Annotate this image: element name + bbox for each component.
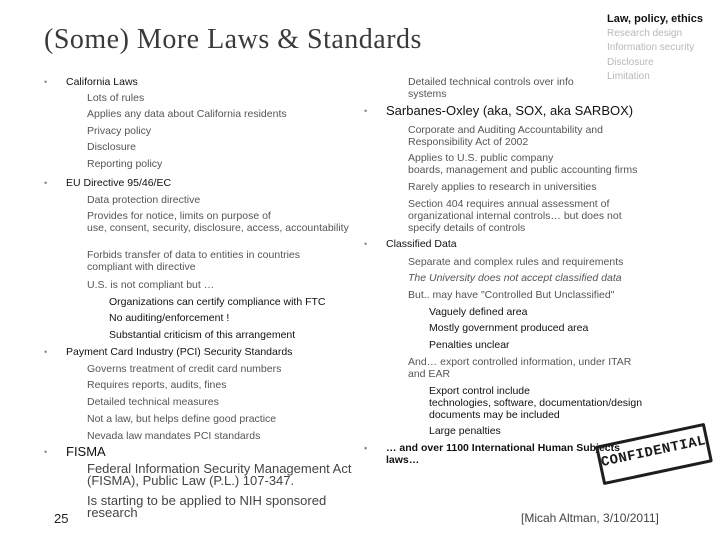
sub-item: The University does not accept classified data xyxy=(408,272,622,284)
nav-item-active[interactable]: Law, policy, ethics xyxy=(607,13,703,25)
nav-item[interactable]: Disclosure xyxy=(607,56,654,68)
sub-item xyxy=(408,152,637,176)
sub-item: And… export controlled information, under ITAR and EAR xyxy=(408,356,632,380)
sub-sub-item: Vaguely defined area xyxy=(429,306,528,318)
sub-item: Detailed technical controls over info systems xyxy=(408,76,574,100)
bullet-item: • Sarbanes-Oxley (aka, SOX, aka SARBOX) xyxy=(386,105,633,117)
sub-item: Rarely applies to research in universities xyxy=(408,181,597,193)
citation: [Micah Altman, 3/10/2011] xyxy=(521,511,659,525)
sub-item: But.. may have "Controlled But Unclassified" xyxy=(408,289,615,301)
bullet-item: • Payment Card Industry (PCI) Security Standards xyxy=(66,346,292,358)
sub-item: Forbids transfer of data to entities in countries compliant with directive xyxy=(87,249,301,273)
sub-sub-item: Substantial criticism of this arrangement xyxy=(109,329,296,341)
sub-item: Not a law, but helps define good practice xyxy=(87,413,277,425)
sub-item: Governs treatment of credit card numbers xyxy=(87,363,282,375)
sub-sub-item: Organizations can certify compliance with FTC xyxy=(109,296,326,308)
sub-sub-item: Penalties unclear xyxy=(429,339,510,351)
sub-sub-item: Export control include technologies, software, documentation/design documents may be included xyxy=(429,385,643,421)
sub-item: Separate and complex rules and requirements xyxy=(408,256,624,268)
bullet-item: • FISMA xyxy=(66,446,106,458)
confidential-stamp xyxy=(595,423,713,485)
stamp-text: CONFIDENTIAL xyxy=(599,433,708,471)
sub-item-text: Applies any data about California residents xyxy=(87,108,287,120)
sub-item: Nevada law mandates PCI standards xyxy=(87,430,261,442)
sub-item xyxy=(87,108,287,120)
sub-item-text: Applies to U.S. public company boards, management and public accounting firms xyxy=(408,152,638,176)
sub-item: Data protection directive xyxy=(87,194,201,206)
sub-item: Privacy policy xyxy=(87,125,152,137)
sub-item: Corporate and Auditing Accountability and Responsibility Act of 2002 xyxy=(408,124,603,148)
sub-item: Section 404 requires annual assessment of organizational internal controls… but does not specify details of controls xyxy=(408,198,622,234)
section-nav xyxy=(607,12,725,85)
sub-item: Is starting to be applied to NIH sponsored research xyxy=(87,493,327,520)
sub-item: Federal Information Security Management Act (FISMA), Public Law (P.L.) 107-347. xyxy=(87,461,352,488)
slide-title: (Some) More Laws & Standards xyxy=(44,24,422,55)
bullet-item: • EU Directive 95/46/EC xyxy=(66,177,171,189)
sub-sub-item: No auditing/enforcement ! xyxy=(109,312,230,324)
sub-sub-item: Mostly government produced area xyxy=(429,322,589,334)
sub-item: Reporting policy xyxy=(87,158,163,170)
sub-sub-item: Large penalties xyxy=(429,425,501,437)
sub-item: Lots of rules xyxy=(87,92,145,104)
bullet-item: • … and over 1100 International Human Subjects laws… xyxy=(386,442,620,466)
bullet-item: • Classified Data xyxy=(386,238,457,250)
bullet-item: • California Laws xyxy=(66,76,138,88)
sub-item: Provides for notice, limits on purpose of use, consent, security, disclosure, access, accountability xyxy=(87,210,349,234)
sub-item: Disclosure xyxy=(87,141,137,153)
nav-item[interactable]: Research design xyxy=(607,27,683,39)
nav-item[interactable]: Information security xyxy=(607,42,695,53)
sub-item: Requires reports, audits, fines xyxy=(87,379,227,391)
page-number: 25 xyxy=(54,511,69,526)
sub-item: U.S. is not compliant but … xyxy=(87,279,215,291)
nav-item[interactable]: Limitation xyxy=(607,71,650,82)
sub-item: Detailed technical measures xyxy=(87,396,219,408)
